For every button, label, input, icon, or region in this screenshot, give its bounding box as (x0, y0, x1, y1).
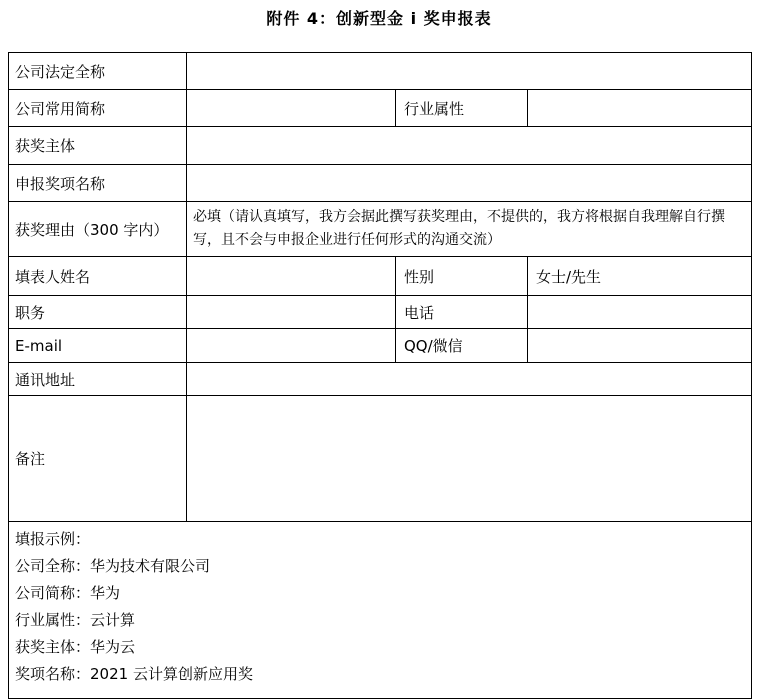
award-reason-instruction: 必填（请认真填写，我方会据此撰写获奖理由，不提供的，我方将根据自我理解自行撰写，且不会与申报企业进行任何形式的沟通交流） (193, 209, 725, 248)
label-filler-name: 填表人姓名 (9, 257, 187, 296)
input-qq-wechat[interactable] (528, 329, 752, 363)
input-address[interactable] (187, 363, 752, 396)
label-award-reason: 获奖理由（300 字内） (9, 202, 187, 257)
label-qq-wechat: QQ/微信 (396, 329, 528, 363)
label-industry: 行业属性 (396, 90, 528, 127)
row-filler-name (9, 257, 752, 296)
label-address: 通讯地址 (9, 363, 187, 396)
application-form-table (8, 52, 752, 699)
example-line-industry: 行业属性：云计算 (15, 611, 136, 629)
gender-value: 女士/先生 (536, 267, 602, 286)
input-award-reason[interactable] (187, 202, 752, 257)
row-award-reason (9, 202, 752, 257)
label-award-subject: 获奖主体 (9, 127, 187, 165)
label-gender: 性别 (396, 257, 528, 296)
example-line-award-subject: 获奖主体：华为云 (15, 638, 136, 656)
input-position[interactable] (187, 296, 396, 329)
example-line-company-short-name: 公司简称：华为 (15, 584, 121, 602)
row-example (9, 522, 752, 699)
label-position: 职务 (9, 296, 187, 329)
label-remarks: 备注 (9, 396, 187, 522)
row-company-short-name (9, 90, 752, 127)
input-award-name[interactable] (187, 165, 752, 202)
row-company-full-name (9, 53, 752, 90)
example-heading: 填报示例： (15, 530, 91, 548)
example-line-company-full-name: 公司全称：华为技术有限公司 (15, 557, 211, 575)
label-award-name: 申报奖项名称 (9, 165, 187, 202)
example-line-award-name: 奖项名称：2021 云计算创新应用奖 (15, 665, 253, 683)
label-company-full-name: 公司法定全称 (9, 53, 187, 90)
row-address (9, 363, 752, 396)
input-industry[interactable] (528, 90, 752, 127)
input-phone[interactable] (528, 296, 752, 329)
input-remarks[interactable] (187, 396, 752, 522)
input-gender[interactable] (528, 257, 752, 296)
row-remarks (9, 396, 752, 522)
page-title: 附件 4：创新型金 i 奖申报表 (266, 9, 492, 28)
row-award-subject (9, 127, 752, 165)
row-email (9, 329, 752, 363)
input-company-full-name[interactable] (187, 53, 752, 90)
input-filler-name[interactable] (187, 257, 396, 296)
label-company-short-name: 公司常用简称 (9, 90, 187, 127)
example-section (9, 522, 752, 699)
row-award-name (9, 165, 752, 202)
label-email: E-mail (9, 329, 187, 363)
label-phone: 电话 (396, 296, 528, 329)
input-company-short-name[interactable] (187, 90, 396, 127)
row-position (9, 296, 752, 329)
input-email[interactable] (187, 329, 396, 363)
input-award-subject[interactable] (187, 127, 752, 165)
